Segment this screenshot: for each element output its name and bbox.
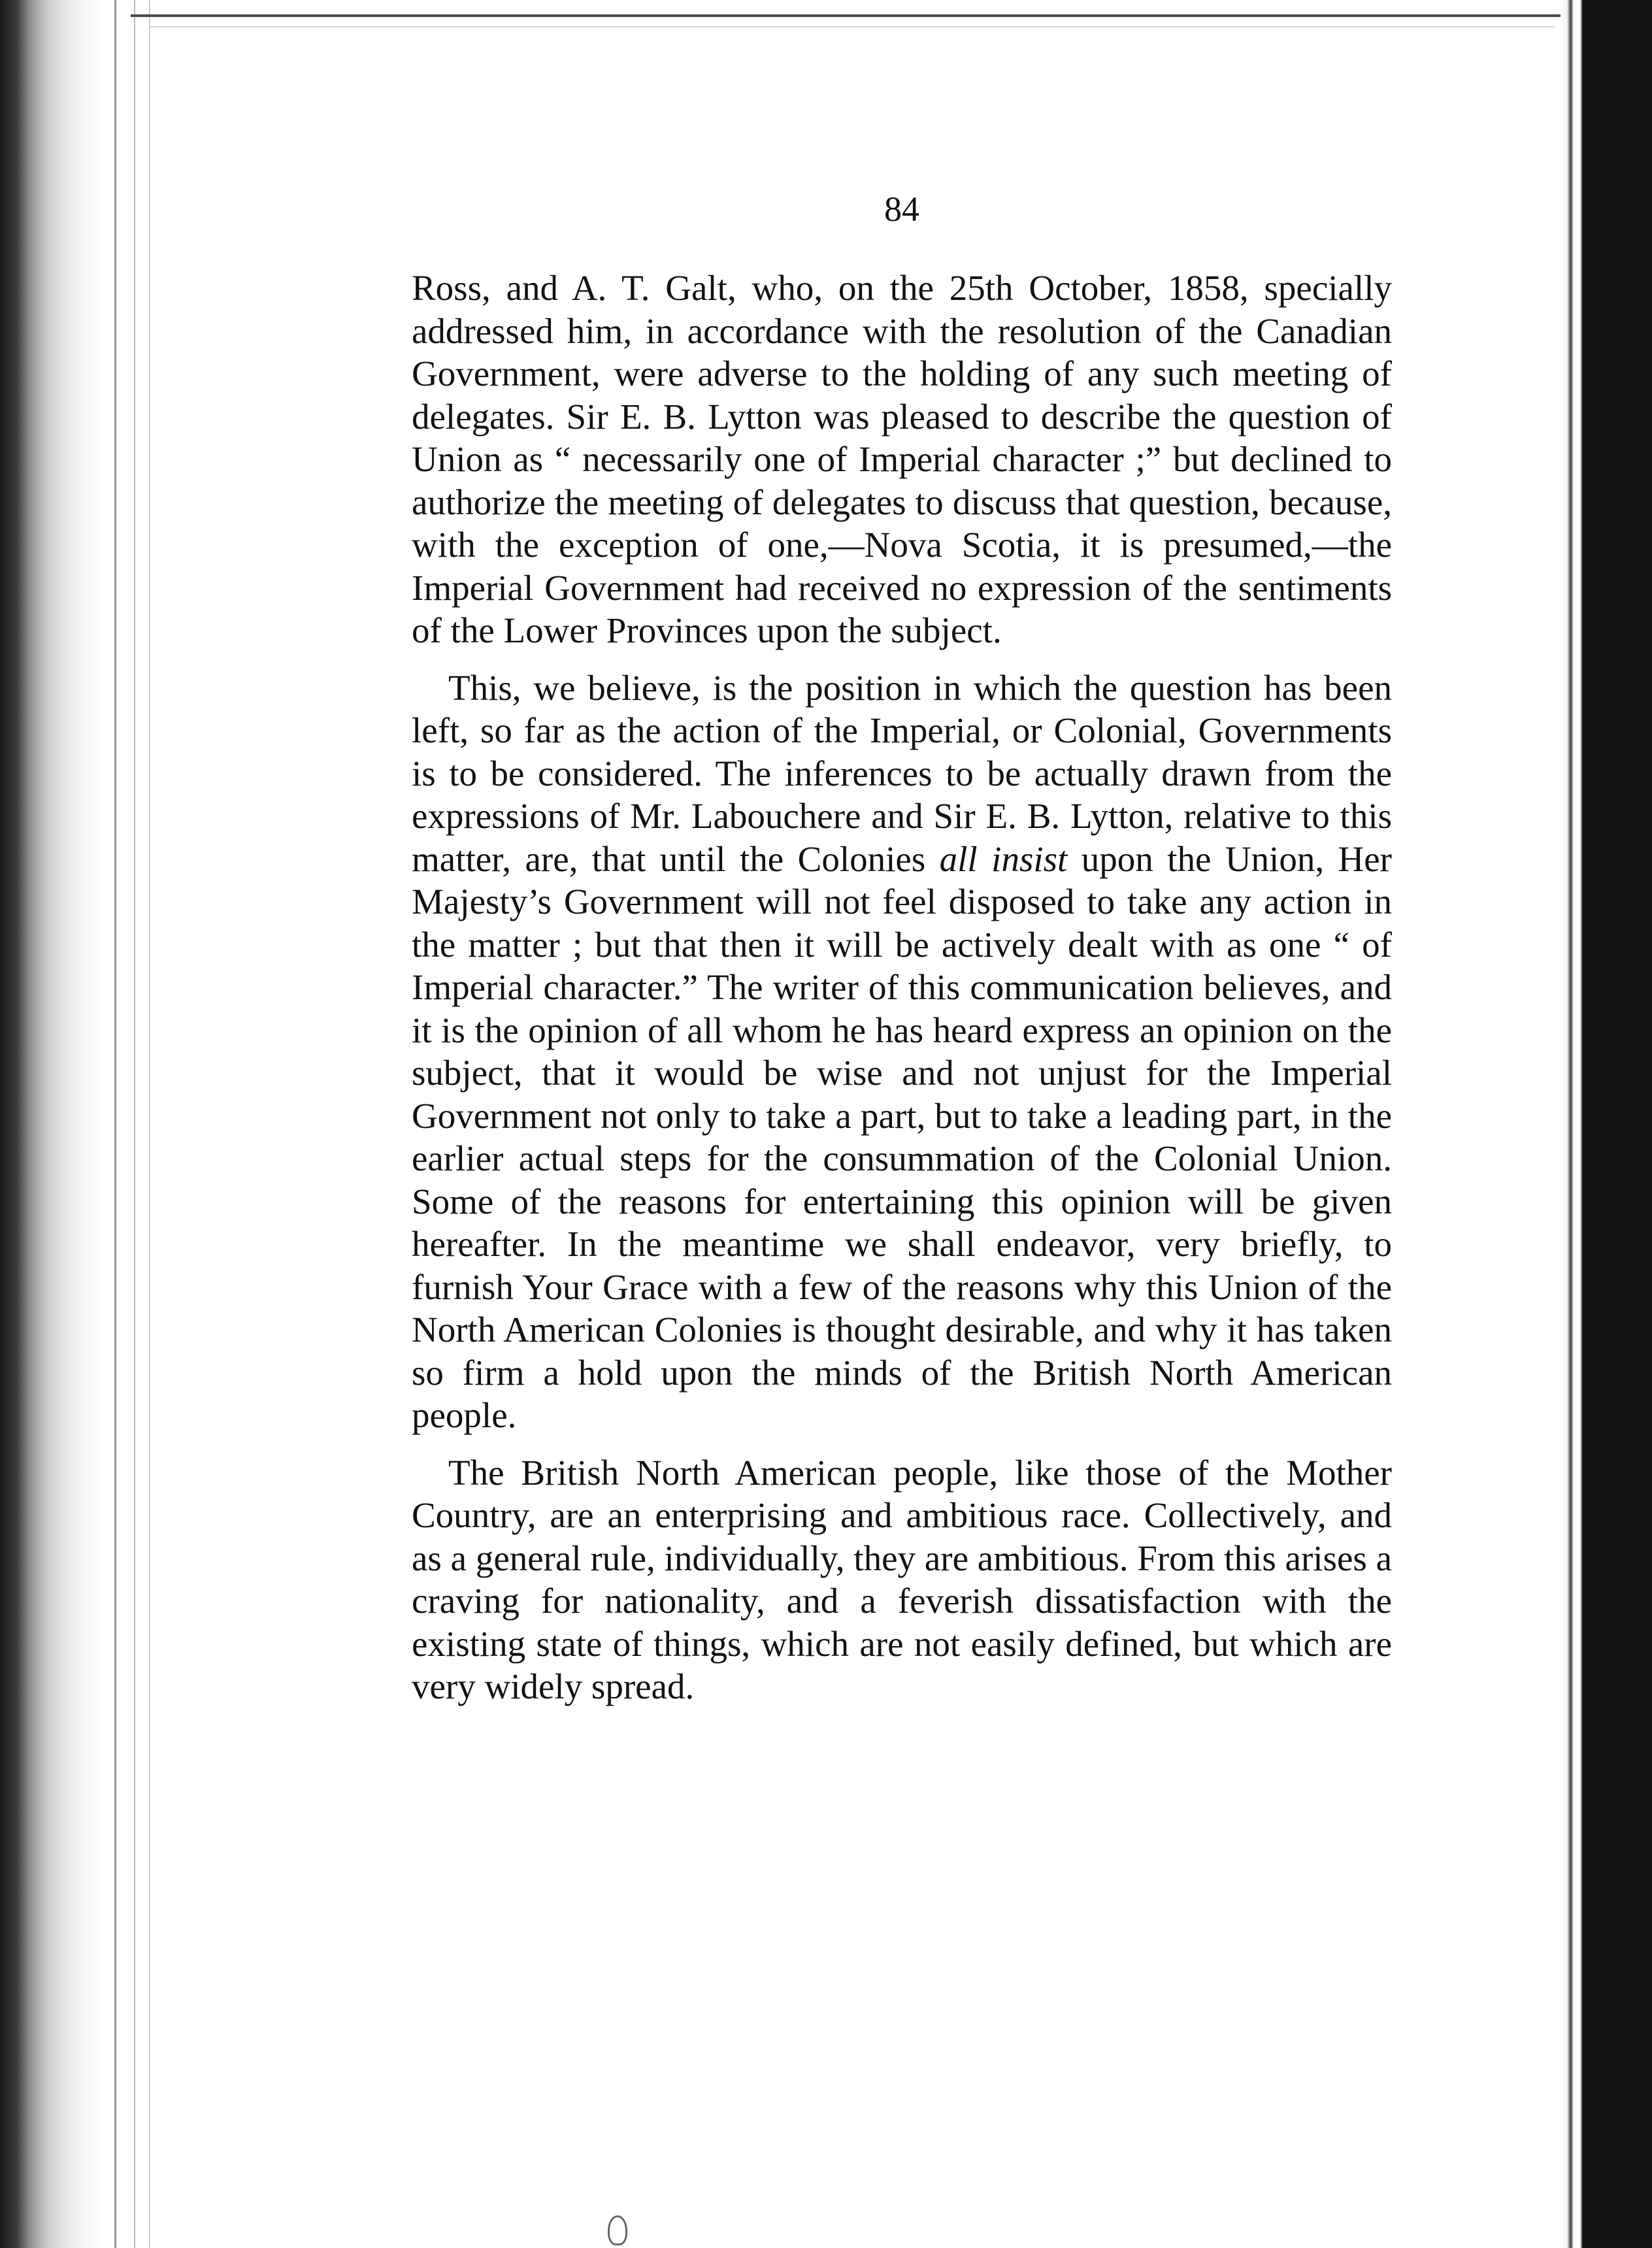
paragraph-text: This, we believe, is the position in which the question has been left, so far as the action of the Imperial, or Colonial, Governments is to be considered. The inferences to be actually drawn from the expressions of Mr. Labouchere and Sir E. B. Lytton, relative to this matter, are, that until the Colonies: [412, 667, 1392, 879]
paragraph-2: [412, 667, 1392, 1437]
page-body: [412, 190, 1392, 1708]
paragraph-1: [412, 267, 1392, 652]
top-page-edge: [131, 0, 1562, 17]
scan-smudge-mark: [608, 2215, 627, 2245]
paragraph-text: Ross, and A. T. Galt, who, on the 25th October, 1858, specially addressed him, in accordance with the resolution of the Canadian Government, were adverse to the holding of any such meeting of delegates. Sir E. B. Lytton was pleased to describe the question of Union as “ necessarily one of Imperial character ;” but declined to authorize the meeting of delegates to discuss that question, because, with the exception of one,—Nova Scotia, it is presumed,—the Imperial Government had received no expression of the sentiments of the Lower Provinces upon the subject.: [412, 268, 1392, 650]
page-edge-line: [114, 0, 116, 2248]
page-number: 84: [884, 190, 919, 229]
paragraph-text: upon the Union, Her Majesty’s Government will not feel disposed to take any action in the matter ; but that then it will be actively dealt with as one “ of Imperial character.” The writer of this communication believes, and it is the opinion of all whom he has heard express an opinion on the subject, that it would be wise and not unjust for the Imperial Government not only to take a part, but to take a leading part, in the earlier actual steps for the consummation of the Colonial Union. Some of the reasons for entertaining this opinion will be given hereafter. In the meantime we shall endeavor, very briefly, to furnish Your Grace with a few of the reasons why this Union of the North American Colonies is thought desirable, and why it has taken so firm a hold upon the minds of the British North American people.: [412, 838, 1392, 1435]
book-binding-gutter: [0, 0, 150, 2248]
top-page-edge-inner: [150, 26, 1555, 27]
paragraph-3: [412, 1451, 1392, 1708]
italic-emphasis: all insist: [939, 838, 1068, 879]
page-edge-line: [134, 0, 135, 2248]
paragraph-text: The British North American people, like those of the Mother Country, are an enterprising and ambitious race. Collectively, and as a general rule, individually, they are ambitious. From this arises a craving for nationality, and a feverish dissatisfaction with the existing state of things, which are not easily defined, but which are very widely spread.: [412, 1452, 1392, 1706]
right-scan-border: [1561, 0, 1652, 2248]
page-edge-line: [149, 0, 150, 2248]
